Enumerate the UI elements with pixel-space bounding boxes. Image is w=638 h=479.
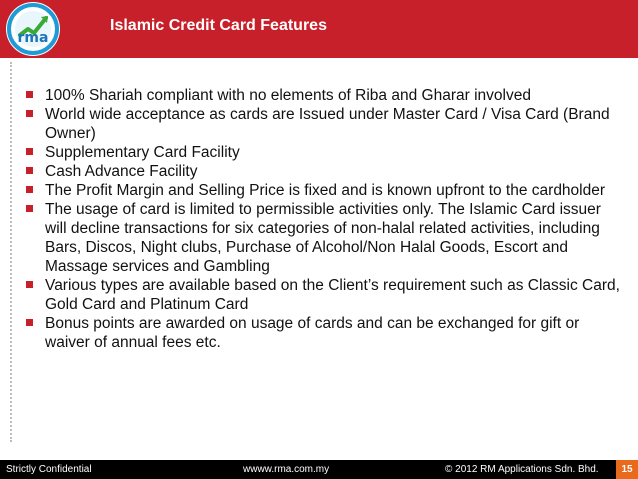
- bullet-text: World wide acceptance as cards are Issued under Master Card / Visa Card (Brand Owner): [45, 106, 610, 142]
- bullet-item: [22, 200, 622, 276]
- bullet-item: [22, 105, 622, 143]
- bullet-item: [22, 86, 622, 105]
- website-link[interactable]: wwww.rma.com.my: [243, 464, 330, 475]
- bullet-text: 100% Shariah compliant with no elements of Riba and Gharar involved: [45, 87, 531, 104]
- square-bullet-icon: [26, 91, 33, 98]
- square-bullet-icon: [26, 281, 33, 288]
- square-bullet-icon: [26, 148, 33, 155]
- square-bullet-icon: [26, 110, 33, 117]
- bullet-text: Various types are available based on the Client’s requirement such as Classic Card, Gold Card and Platinum Card: [45, 277, 620, 313]
- square-bullet-icon: [26, 205, 33, 212]
- page-number: 15: [616, 460, 638, 479]
- bullet-list: [22, 86, 622, 352]
- footer-bar: [0, 460, 638, 479]
- bullet-item: [22, 143, 622, 162]
- rma-logo-icon: [6, 2, 60, 56]
- bullet-text: Bonus points are awarded on usage of cards and can be exchanged for gift or waiver of annual fees etc.: [45, 315, 580, 351]
- dotted-divider: [10, 62, 12, 442]
- square-bullet-icon: [26, 167, 33, 174]
- copyright-text: © 2012 RM Applications Sdn. Bhd.: [445, 464, 599, 475]
- confidentiality-label: Strictly Confidential: [6, 464, 92, 475]
- page-title: Islamic Credit Card Features: [110, 17, 327, 34]
- bullet-text: The usage of card is limited to permissible activities only. The Islamic Card issuer will decline transactions for six categories of non-halal related activities, including Bars, Discos, Night clubs, Purchase of Alcohol/Non Halal Goods, Escort and Massage services and Gambling: [45, 201, 601, 275]
- svg-text:rma: rma: [17, 30, 49, 46]
- bullet-text: Supplementary Card Facility: [45, 144, 240, 161]
- bullet-text: The Profit Margin and Selling Price is fixed and is known upfront to the cardholder: [45, 182, 606, 199]
- bullet-item: [22, 276, 622, 314]
- bullet-item: [22, 162, 622, 181]
- bullet-text: Cash Advance Facility: [45, 163, 198, 180]
- bullet-item: [22, 314, 622, 352]
- square-bullet-icon: [26, 186, 33, 193]
- bullet-item: [22, 181, 622, 200]
- square-bullet-icon: [26, 319, 33, 326]
- header-bar: [0, 0, 638, 58]
